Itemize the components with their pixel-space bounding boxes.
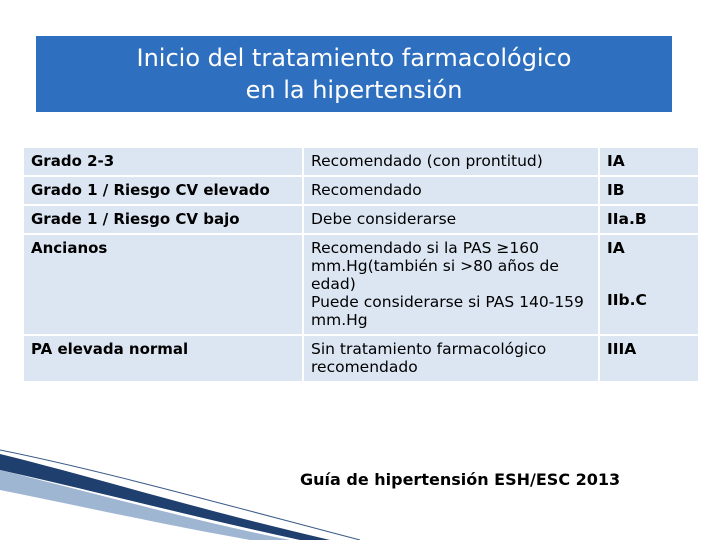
table-row (24, 336, 698, 383)
recommendation-cell: Sin tratamiento farmacológico recomendado (304, 336, 600, 383)
class-cell: IIIA (600, 336, 698, 383)
group-cell: Grado 2-3 (24, 148, 304, 177)
swoosh-light (0, 470, 290, 540)
recommendation-cell: Debe considerarse (304, 206, 600, 235)
recommendation-table (24, 148, 698, 383)
group-cell: PA elevada normal (24, 336, 304, 383)
table-row (24, 177, 698, 206)
source-citation: Guía de hipertensión ESH/ESC 2013 (300, 470, 621, 489)
class-cell: IB (600, 177, 698, 206)
class-cell (600, 235, 698, 336)
group-cell: Grade 1 / Riesgo CV bajo (24, 206, 304, 235)
decorative-swoosh (0, 440, 720, 540)
class-line: IIb.C (607, 291, 647, 309)
recommendation-line: Puede considerarse si PAS 140-159 mm.Hg (311, 293, 584, 329)
recommendation-cell (304, 235, 600, 336)
title-line-1: Inicio del tratamiento farmacológico (136, 44, 572, 72)
spacer (607, 257, 691, 291)
slide-title (36, 36, 672, 112)
group-cell: Ancianos (24, 235, 304, 336)
class-line: IA (607, 239, 625, 257)
table-row (24, 206, 698, 235)
group-cell: Grado 1 / Riesgo CV elevado (24, 177, 304, 206)
table-row (24, 235, 698, 336)
recommendation-cell: Recomendado (304, 177, 600, 206)
recommendation-line: Recomendado si la PAS ≥160 mm.Hg(también si >80 años de edad) (311, 239, 559, 293)
class-cell: IIa.B (600, 206, 698, 235)
class-cell: IA (600, 148, 698, 177)
title-line-2: en la hipertensión (245, 76, 463, 104)
recommendation-cell: Recomendado (con prontitud) (304, 148, 600, 177)
table-row (24, 148, 698, 177)
